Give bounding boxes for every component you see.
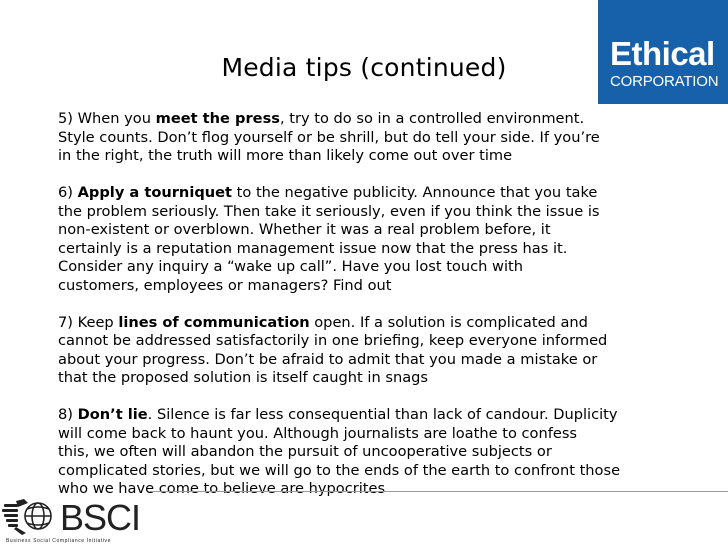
tip-line: who we have come to believe are hypocrites — [58, 480, 386, 497]
tip-line: certainly is a reputation management issue now that the press has it. — [58, 239, 568, 257]
globe-hand-icon — [2, 495, 58, 539]
tip-line: Style counts. Don’t flog yourself or be shrill, but do tell your side. If you’re — [58, 128, 600, 146]
tip-line: that the proposed solution is itself caught in snags — [58, 369, 429, 386]
tip-line: this, we often will abandon the pursuit of uncooperative subjects or — [58, 443, 552, 460]
tip-keyword: lines of communication — [118, 313, 310, 331]
tip-prefix: 8) — [58, 406, 78, 423]
logo-word: Ethical — [610, 35, 715, 72]
tip-prefix: 5) When you — [58, 110, 156, 127]
tip-6 — [58, 184, 698, 295]
tip-line: the problem seriously. Then take it seriously, even if you think the issue is — [58, 202, 600, 220]
tip-line: complicated stories, but we will go to the ends of the earth to confront those — [58, 461, 621, 479]
tip-line: customers, employees or managers? Find out — [58, 276, 392, 294]
tip-line — [58, 406, 698, 425]
footer-divider — [150, 491, 728, 492]
tip-keyword: Don’t lie — [77, 406, 148, 423]
tip-line: in the right, the truth will more than likely come out over time — [58, 147, 513, 164]
tip-line: Consider any inquiry a “wake up call”. Have you lost touch with — [58, 258, 523, 275]
tip-line — [58, 314, 698, 333]
tip-prefix: 7) Keep — [58, 313, 119, 331]
slide-title: Media tips (continued) — [221, 53, 507, 82]
tip-8 — [58, 406, 698, 499]
tip-7 — [58, 314, 698, 388]
ethical-corporation-logo — [598, 0, 728, 104]
tip-text: to the negative publicity. Announce that you take — [232, 184, 598, 201]
tip-5 — [58, 110, 698, 166]
logo-subtitle: CORPORATION — [610, 73, 719, 90]
tip-prefix: 6) — [58, 184, 78, 201]
bsci-tagline: Business Social Compliance Initiative — [6, 538, 112, 544]
tip-keyword: Apply a tourniquet — [77, 184, 233, 201]
bsci-logo — [2, 495, 152, 546]
tip-line — [58, 184, 698, 203]
tip-line: will come back to haunt you. Although journalists are loathe to confess — [58, 424, 578, 442]
tip-text: . Silence is far less consequential than lack of candour. Duplicity — [147, 406, 618, 423]
tip-keyword: meet the press — [155, 110, 280, 127]
tip-line: cannot be addressed satisfactorily in one briefing, keep everyone informed — [58, 332, 608, 349]
tip-text: open. If a solution is complicated and — [309, 313, 588, 331]
tips-body — [58, 110, 698, 517]
tip-line: non-existent or overblown. Whether it was a real problem before, it — [58, 221, 551, 238]
tip-text: , try to do so in a controlled environment. — [279, 110, 585, 127]
bsci-wordmark: BSCI — [60, 497, 141, 538]
tip-line: about your progress. Don’t be afraid to admit that you made a mistake or — [58, 350, 598, 368]
tip-line — [58, 110, 698, 129]
